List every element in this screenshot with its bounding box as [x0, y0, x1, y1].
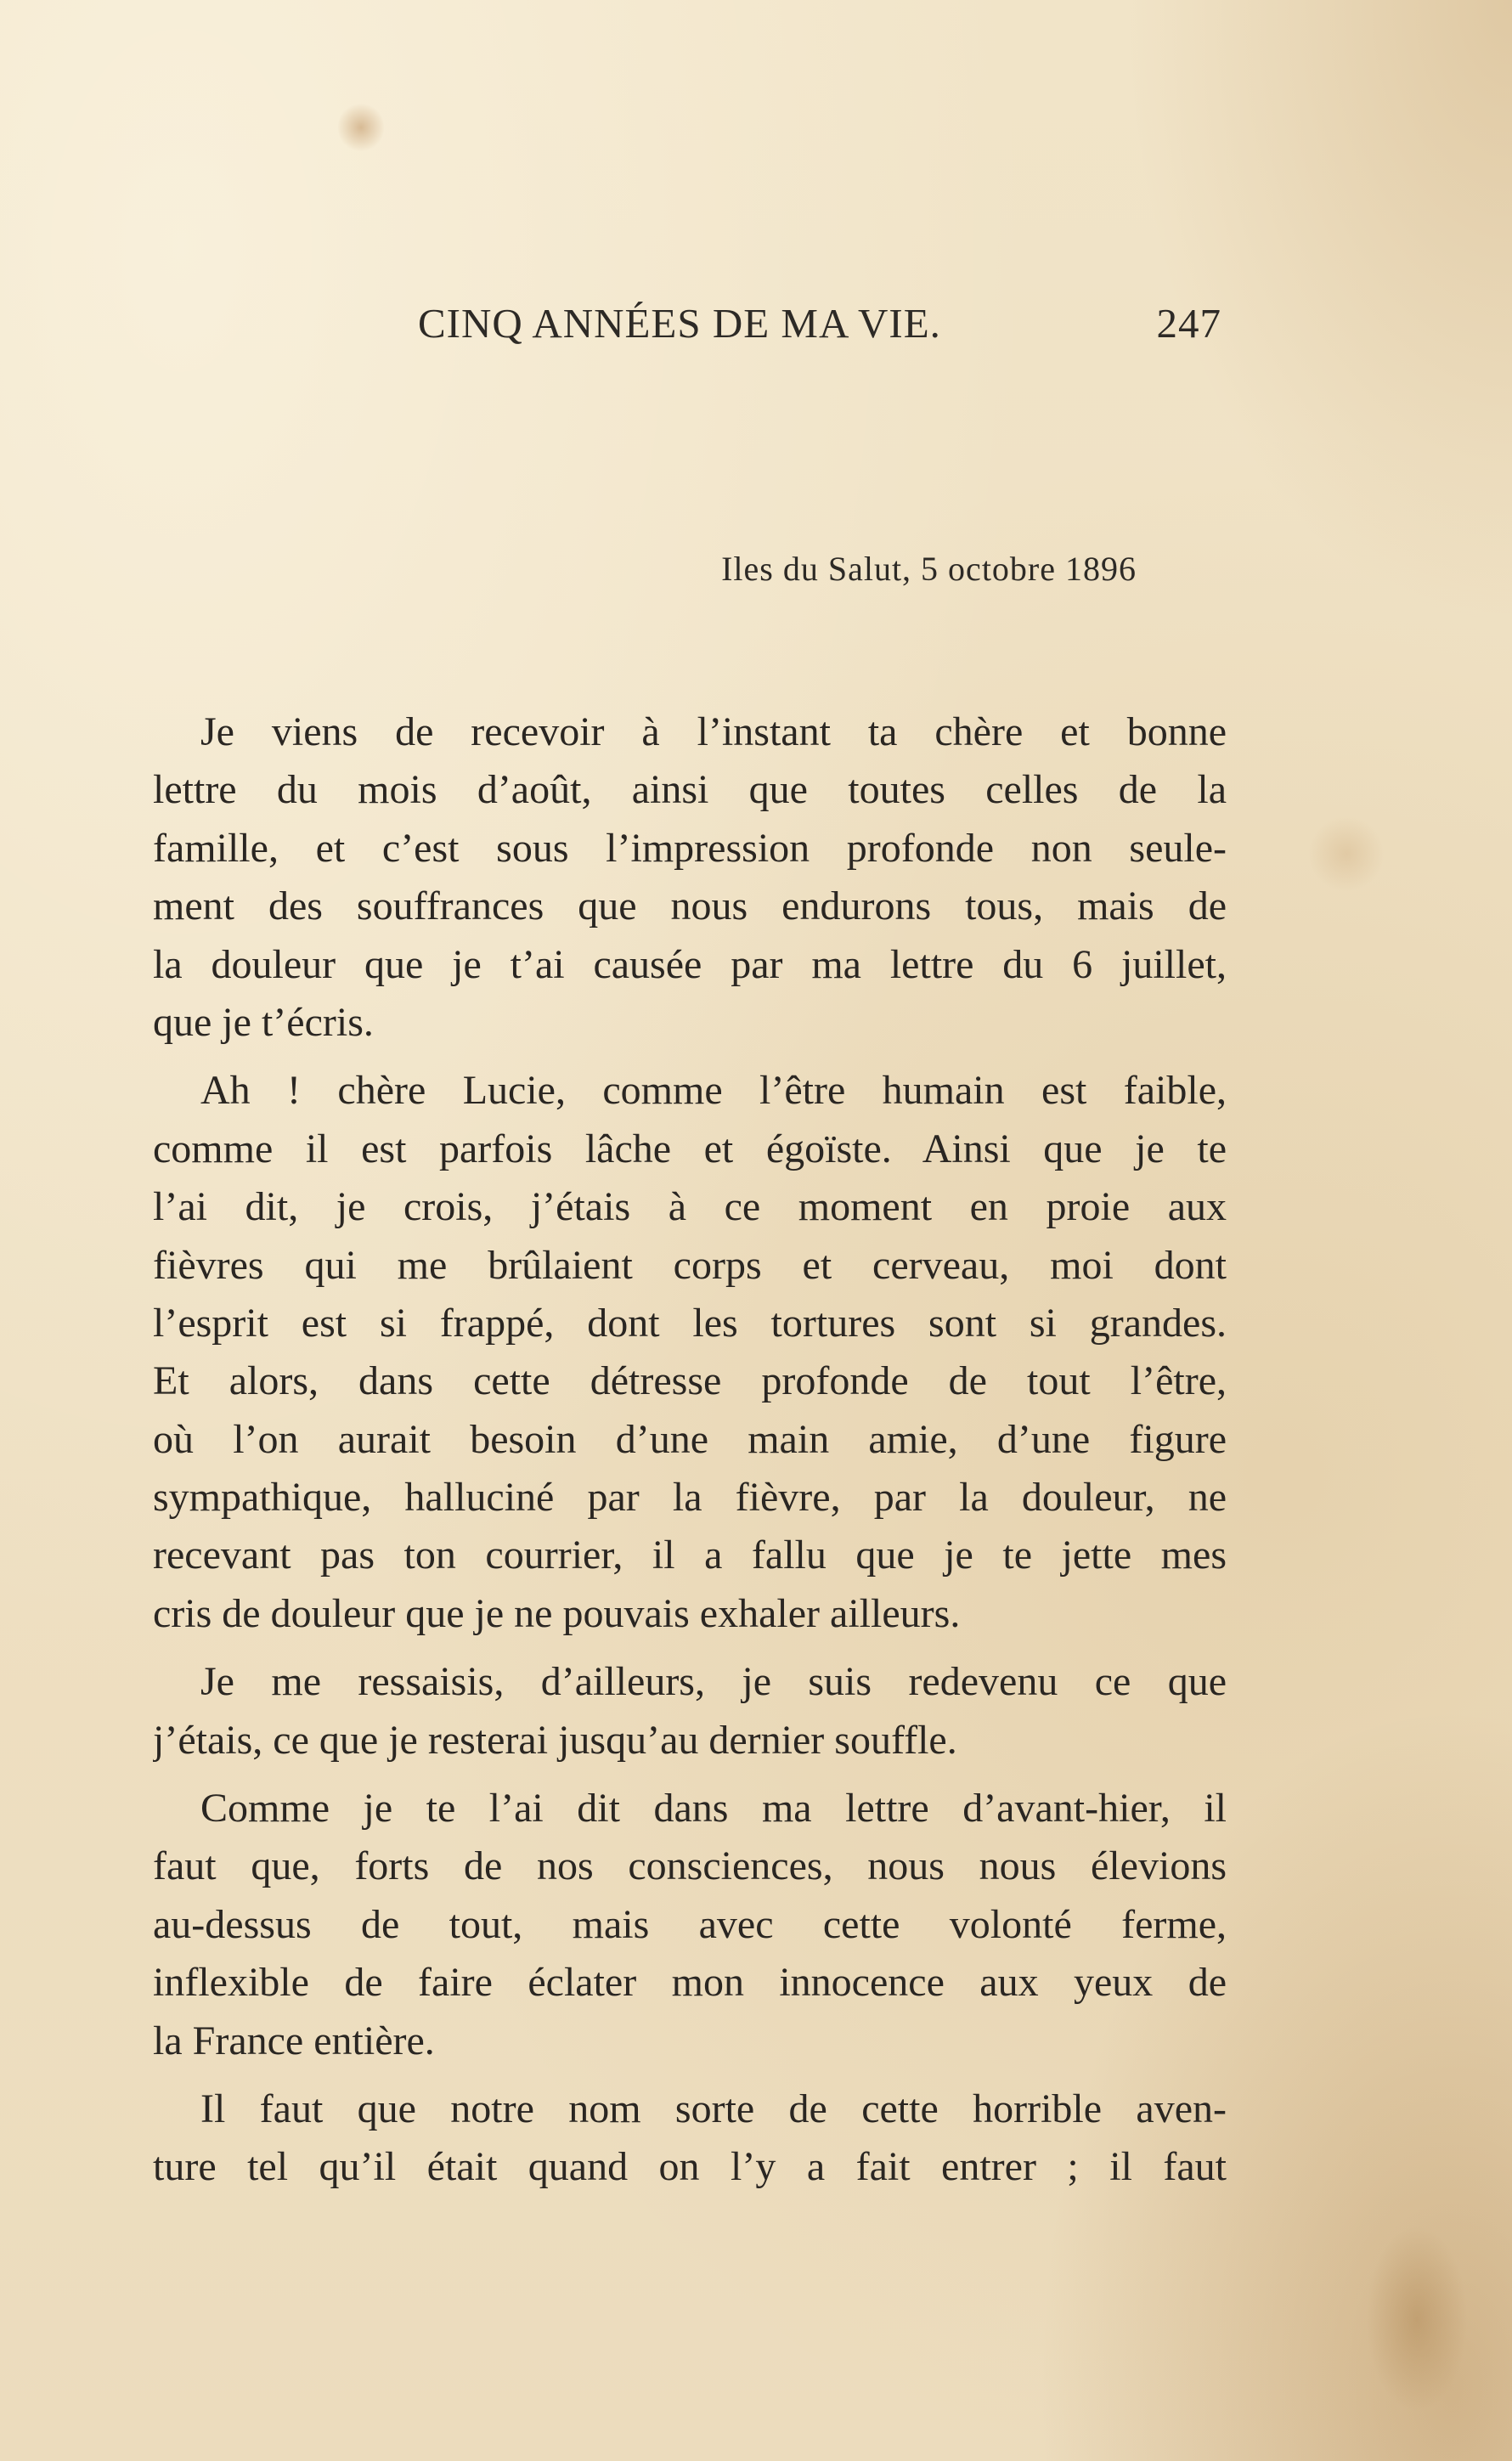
paragraph-gap: [153, 1770, 1227, 1780]
text-line: fièvres qui me brûlaient corps et cerveau, moi dont: [153, 1242, 1227, 1288]
text-line: la France entière.: [153, 2018, 435, 2063]
text-line: faut que, forts de nos consciences, nous nous élevions: [153, 1843, 1227, 1889]
text-line: inflexible de faire éclater mon innocence aux yeux de: [153, 1960, 1227, 2006]
text-line: Comme je te l’ai dit dans ma lettre d’avant-hier, il: [200, 1786, 1227, 1832]
text-line: que je t’écris.: [153, 999, 374, 1045]
text-line: l’esprit est si frappé, dont les tortures sont si grandes.: [153, 1300, 1227, 1346]
text-line: comme il est parfois lâche et égoïste. Ainsi que je te: [153, 1126, 1227, 1171]
running-head: [418, 299, 1221, 350]
page-number: 247: [1156, 300, 1221, 347]
paper-stain: [1308, 816, 1385, 892]
paragraph: [153, 1780, 1227, 2070]
running-title: CINQ ANNÉES DE MA VIE.: [418, 300, 941, 347]
text-line: au-dessus de tout, mais avec cette volonté ferme,: [153, 1901, 1227, 1947]
text-line: famille, et c’est sous l’impression profonde non seule-: [153, 825, 1227, 871]
letter-dateline: Iles du Salut, 5 octobre 1896: [721, 550, 1137, 588]
paper-stain: [338, 102, 384, 153]
text-line: l’ai dit, je crois, j’étais à ce moment en proie aux: [153, 1184, 1227, 1230]
text-line: recevant pas ton courrier, il a fallu que je te jette mes: [153, 1532, 1227, 1578]
text-line: j’étais, ce que je resterai jusqu’au dernier souffle.: [153, 1717, 957, 1763]
text-line: cris de douleur que je ne pouvais exhaler ailleurs.: [153, 1590, 961, 1636]
text-line: Ah ! chère Lucie, comme l’être humain est faible,: [200, 1068, 1227, 1114]
paper-stain: [1366, 2226, 1468, 2413]
body-text: [153, 703, 1227, 2197]
text-line: Il faut que notre nom sorte de cette horrible aven-: [200, 2086, 1227, 2131]
paragraph: [153, 1653, 1227, 1770]
text-line: lettre du mois d’août, ainsi que toutes celles de la: [153, 767, 1227, 813]
text-line: la douleur que je t’ai causée par ma lettre du 6 juillet,: [153, 941, 1227, 987]
paragraph-gap: [153, 1643, 1227, 1653]
paragraph: [153, 703, 1227, 1052]
text-line: où l’on aurait besoin d’une main amie, d’une figure: [153, 1416, 1227, 1462]
text-line: ment des souffrances que nous endurons tous, mais de: [153, 883, 1227, 929]
paragraph: [153, 2080, 1227, 2197]
text-line: Je me ressaisis, d’ailleurs, je suis redevenu ce que: [200, 1659, 1227, 1705]
text-line: Je viens de recevoir à l’instant ta chère et bonne: [200, 709, 1227, 754]
paragraph: [153, 1062, 1227, 1643]
text-line: ture tel qu’il était quand on l’y a fait entrer ; il faut: [153, 2144, 1227, 2190]
paragraph-gap: [153, 2070, 1227, 2080]
text-line: sympathique, halluciné par la fièvre, par la douleur, ne: [153, 1475, 1227, 1521]
paragraph-gap: [153, 1052, 1227, 1062]
text-line: Et alors, dans cette détresse profonde de tout l’être,: [153, 1358, 1227, 1404]
